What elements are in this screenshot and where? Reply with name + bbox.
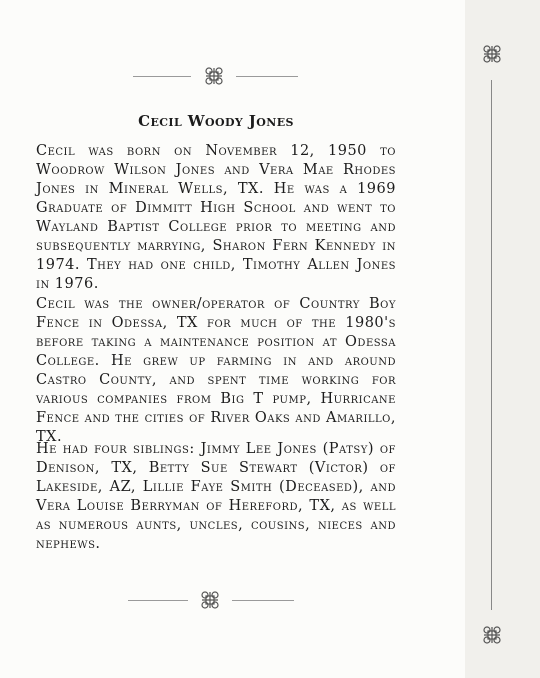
vertical-rule: [491, 80, 492, 610]
bottom-left-rule: [128, 600, 188, 601]
celtic-knot-icon: [482, 44, 502, 64]
celtic-knot-icon: [482, 625, 502, 645]
top-left-rule: [133, 76, 191, 77]
adjacent-page: [465, 0, 540, 678]
paragraph-family: He had four siblings: Jimmy Lee Jones (Patsy) of Denison, TX, Betty Sue Stewart (Victor) of Lakeside, AZ, Lillie Faye Smith (Deceased), and Vera Louise Berryman of Hereford, TX, as well as numerous aunts, uncles, cousins, nieces and nephews.: [36, 441, 396, 552]
paragraph-career: Cecil was the owner/operator of Country Boy Fence in Odessa, TX for much of the 1980's before taking a maintenance position at Odessa College. He grew up farming in and around Castro County, and spent time working for various companies from Big T pump, Hurricane Fence and the cities of River Oaks and Amarillo, TX.: [36, 296, 396, 445]
top-right-rule: [236, 76, 298, 77]
paragraph-birth: Cecil was born on November 12, 1950 to Woodrow Wilson Jones and Vera Mae Rhodes Jones in Mineral Wells, TX. He was a 1969 Graduate of Dimmitt High School and went to Wayland Baptist College prior to meeting and subsequently marrying, Sharon Fern Kennedy in 1974. They had one child, Timothy Allen Jones in 1976.: [36, 143, 396, 292]
celtic-knot-icon: [204, 66, 224, 86]
celtic-knot-icon: [200, 590, 220, 610]
bottom-right-rule: [232, 600, 294, 601]
obituary-title: Cecil Woody Jones: [138, 112, 294, 130]
